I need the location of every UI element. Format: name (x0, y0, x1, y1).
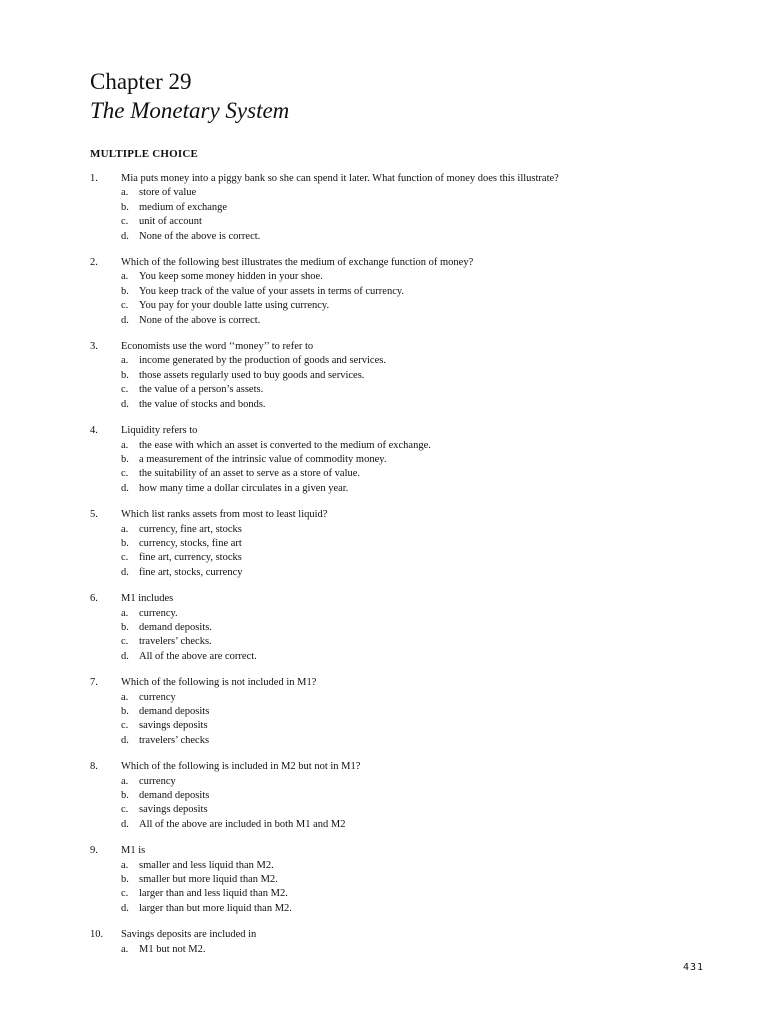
choice-letter: a. (121, 439, 129, 451)
question-item (90, 844, 690, 916)
question-item (90, 760, 690, 832)
choice-letter: c. (121, 888, 129, 900)
answer-choice (90, 705, 690, 719)
choice-text: smaller and less liquid than M2. (139, 859, 274, 871)
choice-letter: a. (121, 859, 129, 871)
answer-choice (90, 635, 690, 649)
answer-choice (90, 215, 690, 229)
answer-choice (90, 691, 690, 705)
question-stem (90, 844, 690, 858)
answer-choice (90, 369, 690, 383)
choice-text: You keep track of the value of your assets in terms of currency. (139, 285, 405, 297)
choice-text: travelers’ checks (139, 734, 210, 746)
choice-text: smaller but more liquid than M2. (139, 874, 278, 886)
answer-choice (90, 607, 690, 621)
answer-choice (90, 818, 690, 832)
answer-choice (90, 314, 690, 328)
choice-text: how many time a dollar circulates in a given year. (139, 482, 349, 494)
question-text: Savings deposits are included in (121, 929, 257, 941)
question-item (90, 424, 690, 496)
question-stem (90, 424, 690, 438)
answer-choice (90, 482, 690, 496)
choice-letter: c. (121, 468, 129, 480)
choice-text: the value of stocks and bonds. (139, 398, 266, 410)
choice-text: None of the above is correct. (139, 230, 261, 242)
choice-letter: b. (121, 201, 129, 213)
choice-text: currency, fine art, stocks (139, 523, 242, 535)
answer-choice (90, 775, 690, 789)
answer-choice (90, 270, 690, 284)
answer-choice (90, 398, 690, 412)
answer-choice (90, 789, 690, 803)
choice-text: demand deposits. (139, 621, 212, 633)
answer-choice (90, 887, 690, 901)
question-stem (90, 508, 690, 522)
question-item (90, 676, 690, 748)
question-text: Liquidity refers to (121, 425, 198, 437)
answer-choice (90, 873, 690, 887)
answer-choice (90, 719, 690, 733)
question-item (90, 172, 690, 244)
choice-letter: b. (121, 790, 129, 802)
question-number: 5. (90, 509, 98, 521)
choice-letter: c. (121, 384, 129, 396)
answer-choice (90, 621, 690, 635)
question-list (90, 172, 690, 969)
choice-text: currency (139, 691, 176, 703)
choice-letter: a. (121, 187, 129, 199)
choice-text: currency, stocks, fine art (139, 537, 242, 549)
answer-choice (90, 902, 690, 916)
answer-choice (90, 186, 690, 200)
choice-letter: b. (121, 453, 129, 465)
question-text: Which list ranks assets from most to least liquid? (121, 509, 328, 521)
choice-text: travelers’ checks. (139, 636, 212, 648)
choice-letter: d. (121, 818, 129, 830)
choice-text: medium of exchange (139, 201, 228, 213)
choice-letter: b. (121, 874, 129, 886)
choice-letter: c. (121, 636, 129, 648)
choice-text: M1 but not M2. (139, 943, 206, 955)
choice-letter: d. (121, 230, 129, 242)
answer-choice (90, 943, 690, 957)
question-number: 1. (90, 173, 98, 184)
question-number: 3. (90, 341, 98, 353)
question-number: 6. (90, 593, 98, 605)
choice-text: You pay for your double latte using currency. (139, 300, 330, 312)
choice-letter: a. (121, 523, 129, 535)
choice-text: None of the above is correct. (139, 314, 261, 326)
chapter-title: The Monetary System (90, 98, 290, 123)
choice-text: demand deposits (139, 790, 210, 802)
answer-choice (90, 551, 690, 565)
section-heading: MULTIPLE CHOICE (90, 148, 199, 160)
choice-letter: a. (121, 943, 129, 955)
answer-choice (90, 230, 690, 244)
choice-text: unit of account (139, 216, 202, 228)
choice-letter: c. (121, 552, 129, 564)
choice-letter: c. (121, 300, 129, 312)
choice-text: the value of a person’s assets. (139, 384, 264, 396)
answer-choice (90, 566, 690, 580)
question-text: Which of the following is included in M2 but not in M1? (121, 761, 361, 773)
choice-text: fine art, stocks, currency (139, 566, 243, 578)
answer-choice (90, 383, 690, 397)
choice-text: the ease with which an asset is converted to the medium of exchange. (139, 439, 431, 451)
choice-text: All of the above are included in both M1 and M2 (139, 818, 346, 830)
choice-letter: a. (121, 775, 129, 787)
choice-text: larger than but more liquid than M2. (139, 902, 292, 914)
choice-letter: c. (121, 720, 129, 732)
question-stem (90, 340, 690, 354)
choice-letter: b. (121, 621, 129, 633)
question-text: Which of the following is not included in M1? (121, 677, 317, 689)
choice-text: those assets regularly used to buy goods and services. (139, 369, 365, 381)
answer-choice (90, 299, 690, 313)
question-number: 9. (90, 845, 98, 857)
choice-text: You keep some money hidden in your shoe. (139, 271, 323, 283)
choice-letter: a. (121, 355, 129, 367)
question-stem (90, 928, 690, 942)
question-text: Which of the following best illustrates the medium of exchange function of money? (121, 257, 474, 269)
choice-letter: a. (121, 607, 129, 619)
answer-choice (90, 803, 690, 817)
choice-letter: d. (121, 734, 129, 746)
answer-choice (90, 523, 690, 537)
question-text: Economists use the word ‘‘money’’ to refer to (121, 341, 314, 353)
answer-choice (90, 859, 690, 873)
choice-text: a measurement of the intrinsic value of commodity money. (139, 453, 387, 465)
question-text: Mia puts money into a piggy bank so she can spend it later. What function of money does this illustrate? (121, 173, 559, 184)
answer-choice (90, 467, 690, 481)
question-item (90, 508, 690, 580)
choice-text: store of value (139, 187, 197, 199)
question-item (90, 256, 690, 328)
page-number: 431 (682, 962, 704, 973)
choice-text: All of the above are correct. (139, 650, 257, 662)
question-stem (90, 592, 690, 606)
chapter-number: Chapter 29 (90, 69, 192, 94)
question-text: M1 includes (121, 593, 174, 605)
choice-letter: c. (121, 804, 129, 816)
answer-choice (90, 453, 690, 467)
choice-letter: b. (121, 706, 129, 717)
question-item (90, 592, 690, 664)
choice-text: currency. (139, 607, 178, 619)
choice-letter: d. (121, 398, 129, 410)
answer-choice (90, 354, 690, 368)
question-number: 8. (90, 761, 98, 773)
choice-letter: b. (121, 285, 129, 297)
choice-text: income generated by the production of goods and services. (139, 355, 386, 367)
choice-letter: c. (121, 216, 129, 228)
choice-text: demand deposits (139, 706, 210, 717)
choice-letter: d. (121, 482, 129, 494)
question-stem (90, 172, 690, 186)
choice-letter: d. (121, 650, 129, 662)
question-number: 4. (90, 425, 98, 437)
choice-text: savings deposits (139, 720, 208, 732)
choice-letter: d. (121, 902, 129, 914)
question-text: M1 is (121, 845, 146, 857)
choice-letter: b. (121, 369, 129, 381)
choice-text: larger than and less liquid than M2. (139, 888, 288, 900)
choice-letter: d. (121, 314, 129, 326)
choice-letter: b. (121, 537, 129, 549)
answer-choice (90, 734, 690, 748)
choice-text: currency (139, 775, 176, 787)
question-number: 7. (90, 677, 98, 689)
answer-choice (90, 285, 690, 299)
choice-letter: d. (121, 566, 129, 578)
question-number: 10. (90, 929, 104, 941)
choice-letter: a. (121, 271, 129, 283)
question-stem (90, 760, 690, 774)
choice-text: savings deposits (139, 804, 208, 816)
answer-choice (90, 201, 690, 215)
choice-letter: a. (121, 691, 129, 703)
question-item (90, 340, 690, 412)
answer-choice (90, 439, 690, 453)
question-stem (90, 256, 690, 270)
question-number: 2. (90, 257, 98, 269)
question-item (90, 928, 690, 957)
answer-choice (90, 650, 690, 664)
answer-choice (90, 537, 690, 551)
question-stem (90, 676, 690, 690)
choice-text: fine art, currency, stocks (139, 552, 242, 564)
choice-text: the suitability of an asset to serve as a store of value. (139, 468, 361, 480)
